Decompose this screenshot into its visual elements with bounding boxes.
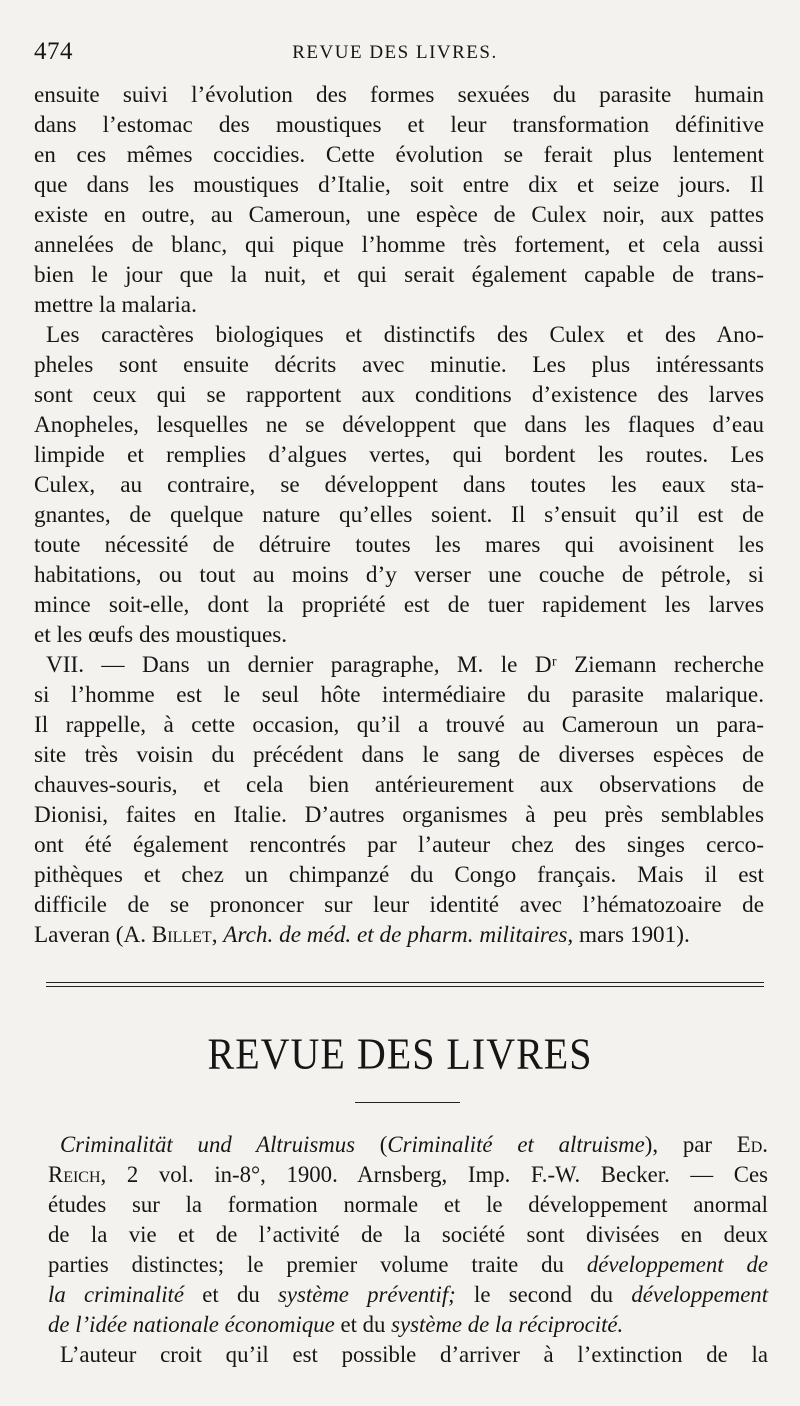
text-line: gnantes, de quelque nature qu’elles soient. Il s’ensuit qu’il est de xyxy=(34,502,764,528)
text-line: et les œufs des moustiques. xyxy=(34,622,288,648)
review-line xyxy=(48,1280,768,1310)
text-line: pheles sont ensuite décrits avec minutie. Les plus intéressants xyxy=(34,352,764,378)
citation-date: mars 1901). xyxy=(579,922,690,948)
text-line: sont ceux qui se rapportent aux conditions d’existence des larves xyxy=(34,382,764,408)
section-title: REVUE DES LIVRES xyxy=(207,1028,593,1079)
article-continuation xyxy=(34,80,764,950)
citation-prefix: Laveran ( xyxy=(34,922,124,948)
text-line: bien le jour que la nuit, et qui serait également capable de trans- xyxy=(34,262,764,288)
citation-line xyxy=(34,920,764,950)
review-line: Criminalität und Altruismus (Criminalité et altruisme), par Ed. xyxy=(60,1132,768,1157)
page-number: 474 xyxy=(34,38,73,65)
review-emphasis: système de la réciprocité. xyxy=(391,1312,624,1337)
review-line xyxy=(48,1160,768,1190)
text-line: mettre la malaria. xyxy=(34,292,197,318)
book-title: Criminalität und Altruismus xyxy=(60,1132,355,1157)
text-line: ensuite suivi l’évolution des formes sexuées du parasite humain xyxy=(34,82,764,108)
text-line: limpide et remplies d’algues vertes, qui bordent les routes. Les xyxy=(34,442,764,468)
double-rule xyxy=(46,982,764,987)
review-text: 2 vol. in-8°, 1900. Arnsberg, Imp. F.-W. Becker. — Ces xyxy=(126,1162,768,1187)
review-emphasis: la criminalité xyxy=(48,1282,185,1307)
review-emphasis: développement xyxy=(631,1282,769,1307)
text-line: annelées de blanc, qui pique l’homme très fortement, et cela aussi xyxy=(34,232,764,258)
review-text: le second du xyxy=(474,1282,614,1307)
review-line: études sur la formation normale et le développement anormal xyxy=(48,1192,768,1217)
page-header xyxy=(30,34,760,68)
review-text: et du xyxy=(340,1312,386,1337)
review-line xyxy=(48,1310,768,1340)
text-line: mince soit-elle, dont la propriété est de tuer rapidement les larves xyxy=(34,592,764,618)
text-line: pithèques et chez un chimpanzé du Congo français. Mais il est xyxy=(34,862,764,888)
review-emphasis: système préventif; xyxy=(278,1282,456,1307)
text-line: dans l’estomac des moustiques et leur transformation définitive xyxy=(34,112,764,138)
title-underline xyxy=(355,1102,460,1103)
text-line: toute nécessité de détruire toutes les mares qui avoisinent les xyxy=(34,532,764,558)
text-line: que dans les moustiques d’Italie, soit entre dix et seize jours. Il xyxy=(34,172,764,198)
text-line: existe en outre, au Cameroun, une espèce de Culex noir, aux pattes xyxy=(34,202,764,228)
text-line: Les caractères biologiques et distinctifs des Culex et des Ano- xyxy=(46,322,764,348)
review-line: L’auteur croit qu’il est possible d’arriver à l’extinction de la xyxy=(60,1342,768,1367)
text-line: en ces mêmes coccidies. Cette évolution se ferait plus lentement xyxy=(34,142,764,168)
text-line: site très voisin du précédent dans le sang de diverses espèces de xyxy=(34,742,764,768)
review-emphasis: développement de xyxy=(586,1252,769,1277)
text-line: habitations, ou tout au moins d’y verser une couche de pétrole, si xyxy=(34,562,764,588)
running-head: REVUE DES LIVRES. xyxy=(292,42,498,63)
review-line xyxy=(48,1250,768,1280)
review-line: de la vie et de l’activité de la société sont divisées en deux xyxy=(48,1222,768,1247)
book-author-first: Ed. xyxy=(736,1132,768,1157)
book-title-translation: Criminalité et altruisme xyxy=(387,1132,645,1157)
text-line: Il rappelle, à cette occasion, qu’il a trouvé au Cameroun un para- xyxy=(34,712,764,738)
review-text: ), par xyxy=(644,1132,712,1157)
text-line: Anopheles, lesquelles ne se développent que dans les flaques d’eau xyxy=(34,412,764,438)
review-emphasis: de l’idée nationale économique xyxy=(48,1312,335,1337)
book-author-last: Reich, xyxy=(48,1162,107,1187)
text-line: ont été également rencontrés par l’auteur chez des singes cerco- xyxy=(34,832,764,858)
text-line: Dionisi, faites en Italie. D’autres organismes à peu près semblables xyxy=(34,802,764,828)
book-review xyxy=(48,1130,768,1370)
review-text: parties distinctes; le premier volume traite du xyxy=(48,1252,564,1277)
citation-author: A. Billet, xyxy=(123,922,218,948)
text-line: chauves-souris, et cela bien antérieurement aux observations de xyxy=(34,772,764,798)
text-line: si l’homme est le seul hôte intermédiaire du parasite malarique. xyxy=(34,682,764,708)
citation-journal: Arch. de méd. et de pharm. militaires, xyxy=(223,922,574,948)
text-line: Culex, au contraire, se développent dans toutes les eaux sta- xyxy=(34,472,764,498)
text-line: VII. — Dans un dernier paragraphe, M. le Dʳ Ziemann recherche xyxy=(46,652,764,678)
text-line: difficile de se prononcer sur leur identité avec l’hématozoaire de xyxy=(34,892,764,918)
review-text: et du xyxy=(202,1282,260,1307)
